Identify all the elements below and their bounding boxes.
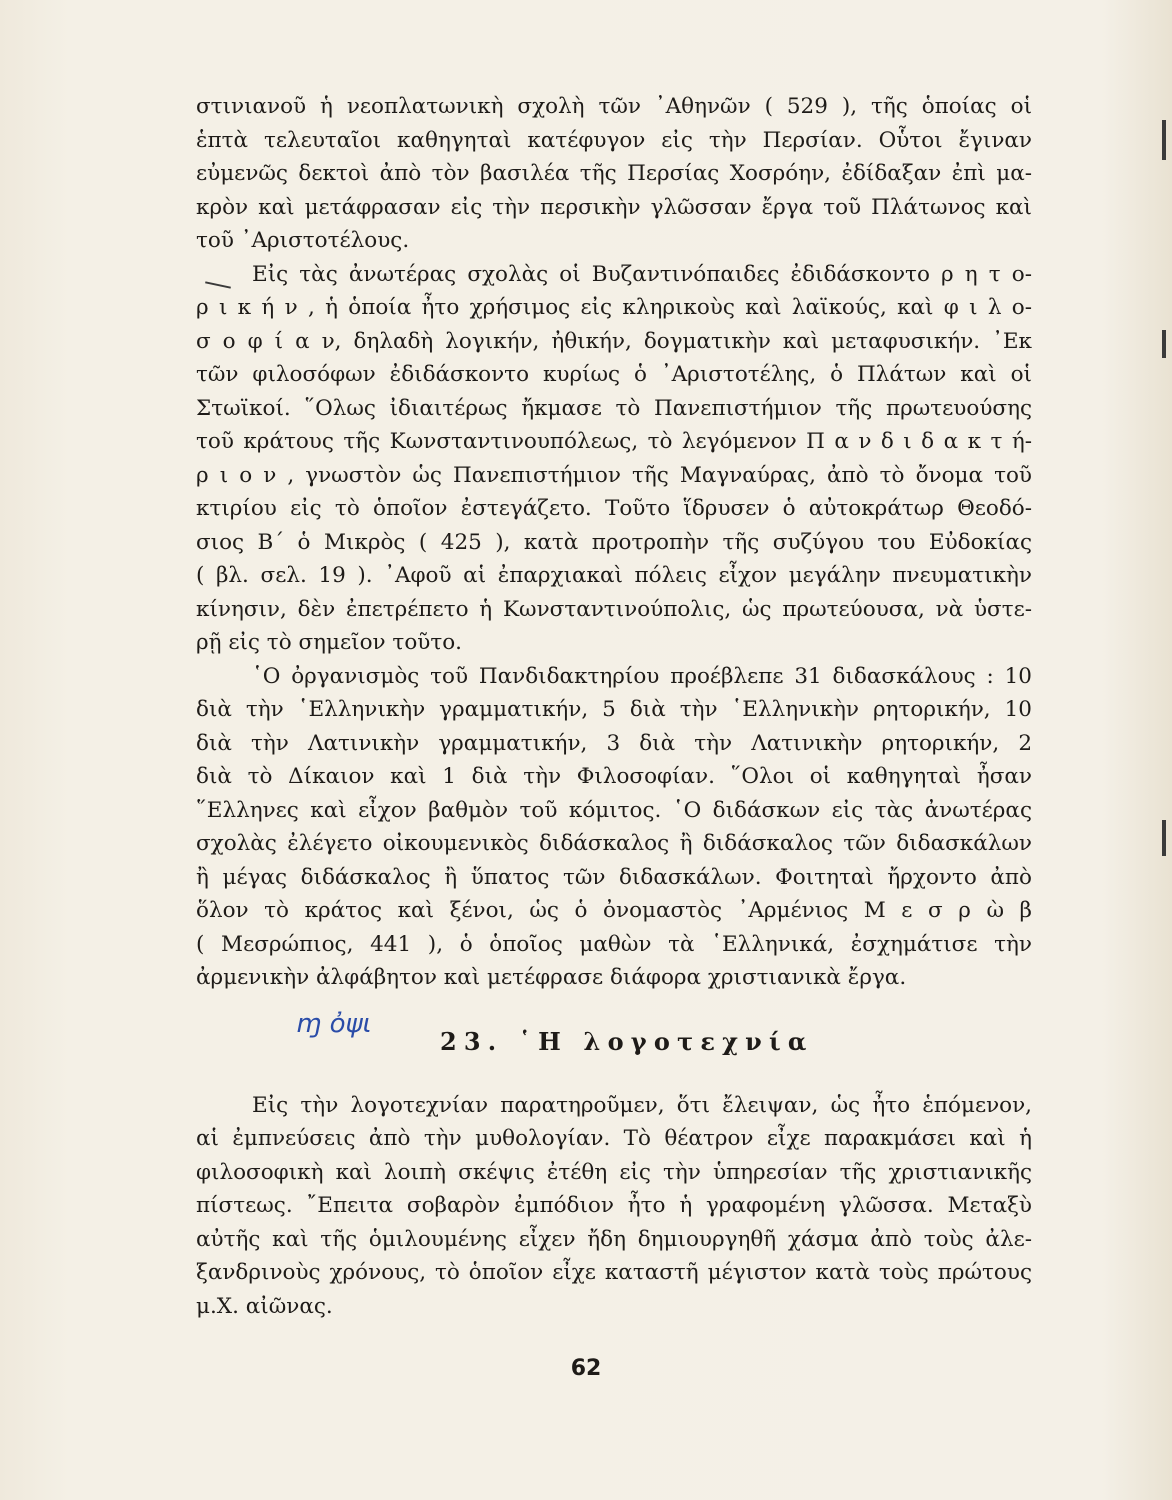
section-heading: 23. ῾Η λογοτεχνία: [440, 1026, 814, 1056]
text-line: κίνησιν, δὲν ἐπετρέπετο ἡ Κωνσταντινούπολις, ὡς πρωτεύουσα, νὰ ὑστε-: [196, 596, 1032, 622]
text-line: ξανδρινοὺς χρόνους, τὸ ὁποῖον εἶχε καταστῆ μέγιστον κατὰ τοὺς πρώτους: [196, 1260, 1032, 1285]
edge-mark: [1162, 120, 1166, 160]
text-line: σχολὰς ἐλέγετο οἰκουμενικὸς διδάσκαλος ἢ διδάσκαλος τῶν διδασκάλων: [196, 831, 1032, 856]
text-line: σιος Β΄ ὁ Μικρὸς ( 425 ), κατὰ προτροπὴν τῆς συζύγου του Εὐδοκίας: [196, 529, 1032, 555]
text-line: διὰ τὴν ῾Ελληνικὴν γραμματικήν, 5 διὰ τὴν ῾Ελληνικὴν ρητορικήν, 10: [196, 697, 1032, 722]
paragraph-2: [196, 258, 1032, 660]
text-line: ἀρμενικὴν ἀλφάβητον καὶ μετέφρασε διάφορα χριστιανικὰ ἔργα.: [196, 965, 907, 990]
text-line: Εἰς τὴν λογοτεχνίαν παρατηροῦμεν, ὅτι ἔλειψαν, ὡς ἦτο ἑπόμενον,: [252, 1092, 1032, 1118]
text-line: διὰ τὸ Δίκαιον καὶ 1 διὰ τὴν Φιλοσοφίαν. ῞Ολοι οἱ καθηγηταὶ ἦσαν: [196, 764, 1032, 789]
page-number: 62: [570, 1356, 602, 1381]
text-line: ῞Ελληνες καὶ εἶχον βαθμὸν τοῦ κόμιτος. ῾Ο διδάσκων εἰς τὰς ἀνωτέρας: [196, 797, 1032, 823]
text-line: εὐμενῶς δεκτοὶ ἀπὸ τὸν βασιλέα τῆς Περσίας Χοσρόην, ἐδίδαξαν ἐπὶ μα-: [196, 161, 1032, 186]
body-text: [196, 90, 1032, 1323]
text-line: ὅλον τὸ κράτος καὶ ξένοι, ὡς ὁ ὀνομαστὸς ᾿Αρμένιος Μ ε σ ρ ὼ β: [196, 898, 1032, 923]
text-line: αἱ ἐμπνεύσεις ἀπὸ τὴν μυθολογίαν. Τὸ θέατρον εἶχε παρακμάσει καὶ ἡ: [196, 1126, 1032, 1151]
text-line: σ ο φ ί α ν, δηλαδὴ λογικήν, ἠθικήν, δογματικὴν καὶ μεταφυσικήν. ᾿Εκ: [196, 328, 1032, 354]
text-line: τοῦ κράτους τῆς Κωνσταντινουπόλεως, τὸ λεγόμενον Π α ν δ ι δ α κ τ ή-: [196, 429, 1032, 454]
section-heading-row: [196, 1008, 1032, 1075]
paragraph-3: [196, 660, 1032, 995]
text-line: κτιρίου εἰς τὸ ὁποῖον ἐστεγάζετο. Τοῦτο ἵδρυσεν ὁ αὐτοκράτωρ Θεοδό-: [196, 496, 1032, 521]
text-line: ( Μεσρώπιος, 441 ), ὁ ὁποῖος μαθὼν τὰ ῾Ελληνικά, ἐσχημάτισε τὴν: [196, 931, 1032, 957]
text-line: κρὸν καὶ μετάφρασαν εἰς τὴν περσικὴν γλῶσσαν ἔργα τοῦ Πλάτωνος καὶ: [196, 194, 1032, 220]
text-line: ( βλ. σελ. 19 ). ᾿Αφοῦ αἱ ἐπαρχιακαὶ πόλεις εἶχον μεγάλην πνευματικὴν: [196, 563, 1032, 588]
handwritten-annotation: ɱ ὀψι: [296, 1008, 372, 1039]
text-line: στινιανοῦ ἡ νεοπλατωνικὴ σχολὴ τῶν ᾿Αθηνῶν ( 529 ), τῆς ὁποίας οἱ: [196, 94, 1032, 119]
text-line: φιλοσοφικὴ καὶ λοιπὴ σκέψις ἐτέθη εἰς τὴν ὑπηρεσίαν τῆς χριστιανικῆς: [196, 1159, 1032, 1185]
text-line: μ.Χ. αἰῶνας.: [196, 1293, 333, 1319]
text-line: ῾Ο ὀργανισμὸς τοῦ Πανδιδακτηρίου προέβλεπε 31 διδασκάλους : 10: [252, 663, 1032, 689]
text-line: ρ ι ο ν , γνωστὸν ὡς Πανεπιστήμιον τῆς Μαγναύρας, ἀπὸ τὸ ὄνομα τοῦ: [196, 462, 1032, 488]
text-line: διὰ τὴν Λατινικὴν γραμματικήν, 3 διὰ τὴν Λατινικὴν ρητορικήν, 2: [196, 730, 1032, 756]
text-line: Εἰς τὰς ἀνωτέρας σχολὰς οἱ Βυζαντινόπαιδες ἐδιδάσκοντο ρ η τ ο-: [252, 261, 1032, 287]
text-line: ρῇ εἰς τὸ σημεῖον τοῦτο.: [196, 630, 462, 655]
text-line: ἢ μέγας διδάσκαλος ἢ ὕπατος τῶν διδασκάλων. Φοιτηταὶ ἤρχοντο ἀπὸ: [196, 864, 1032, 890]
text-line: Στωϊκοί. ῞Ολως ἰδιαιτέρως ἤκμασε τὸ Πανεπιστήμιον τῆς πρωτευούσης: [196, 395, 1032, 421]
paragraph-1: [196, 90, 1032, 258]
edge-mark: [1162, 820, 1166, 856]
edge-mark: [1162, 330, 1166, 358]
text-line: αὐτῆς καὶ τῆς ὁμιλουμένης εἶχεν ἤδη δημιουργηθῆ χάσμα ἀπὸ τοὺς ἀλε-: [196, 1226, 1032, 1252]
text-line: ρ ι κ ή ν , ἡ ὁποία ἦτο χρήσιμος εἰς κληρικοὺς καὶ λαϊκούς, καὶ φ ι λ ο-: [196, 295, 1032, 320]
text-line: τοῦ ᾿Αριστοτέλους.: [196, 228, 410, 253]
paragraph-4: [196, 1089, 1032, 1324]
text-line: πίστεως. ῎Επειτα σοβαρὸν ἐμπόδιον ἦτο ἡ γραφομένη γλῶσσα. Μεταξὺ: [196, 1193, 1032, 1218]
text-line: ἑπτὰ τελευταῖοι καθηγηταὶ κατέφυγον εἰς τὴν Περσίαν. Οὗτοι ἔγιναν: [196, 127, 1032, 153]
text-line: τῶν φιλοσόφων ἐδιδάσκοντο κυρίως ὁ ᾿Αριστοτέλης, ὁ Πλάτων καὶ οἱ: [196, 362, 1032, 387]
